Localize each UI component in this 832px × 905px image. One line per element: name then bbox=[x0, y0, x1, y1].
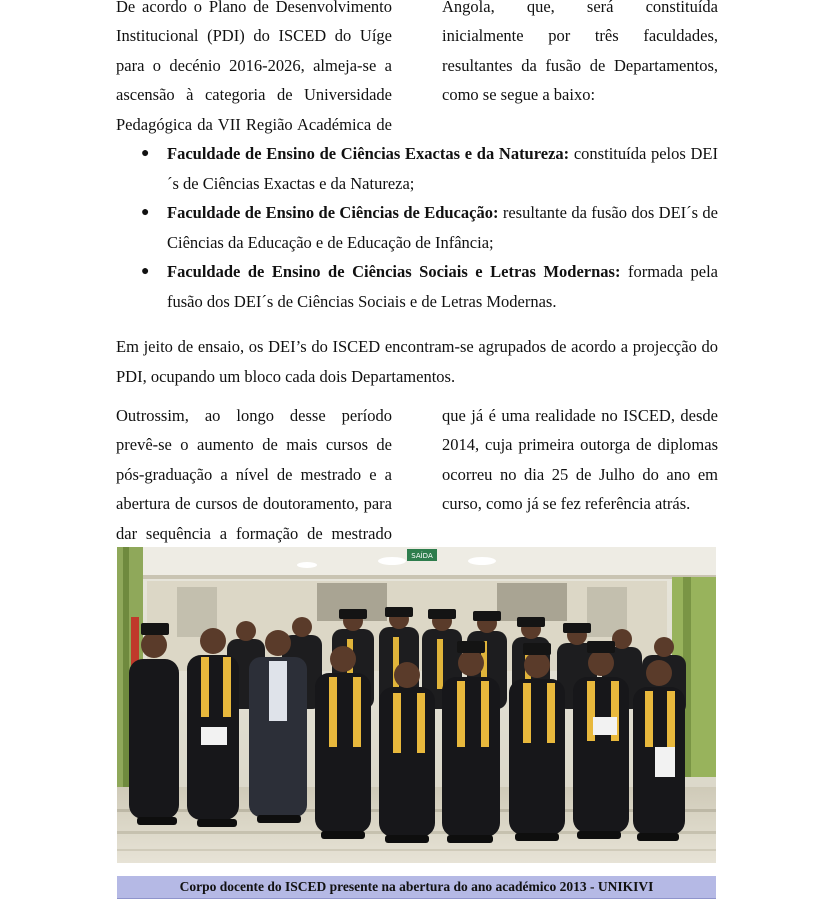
text-line: resultantes da fusão de Departamentos, bbox=[442, 55, 718, 75]
text-line: dar sequência a formação de mestrado bbox=[116, 523, 392, 543]
text-line: ocorreu no dia 25 de Julho do ano em bbox=[442, 464, 718, 484]
list-item bbox=[116, 198, 718, 257]
text-line: que já é uma realidade no ISCED, desde bbox=[442, 406, 718, 425]
text-line: ascensão à categoria de Universidade bbox=[116, 85, 392, 105]
text-line: inicialmente por três faculdades, bbox=[442, 26, 718, 46]
faculty-name: Faculdade de Ensino de Ciências de Educação: bbox=[167, 203, 499, 223]
photo-caption: Corpo docente do ISCED presente na abertura do ano académico 2013 - UNIKIVI bbox=[117, 876, 716, 899]
top-right-column bbox=[442, 0, 718, 139]
top-left-column bbox=[116, 0, 392, 139]
body-paragraph: Em jeito de ensaio, os DEI’s do ISCED encontram-se agrupados de acordo a projecção do PDI, ocupando um bloco cada dois Departamentos. bbox=[116, 337, 718, 386]
bottom-two-column-text bbox=[116, 401, 718, 548]
text-line: curso, como já se fez referência atrás. bbox=[442, 494, 691, 514]
group-photo bbox=[117, 547, 716, 863]
faculty-name: Faculdade de Ensino de Ciências Sociais e Letras Modernas: bbox=[167, 262, 621, 282]
bullet-icon: ● bbox=[141, 146, 150, 161]
text-line: abertura de cursos de doutoramento, para bbox=[116, 494, 392, 514]
faculty-description: constituída pelos DEI´s de Ciências Exactas e da Natureza; bbox=[167, 144, 718, 193]
text-line: pós-graduação a nível de mestrado e a bbox=[116, 464, 392, 484]
text-line: Outrossim, ao longo desse período bbox=[116, 406, 392, 425]
bottom-right-column bbox=[442, 401, 718, 548]
text-line: 2014, cuja primeira outorga de diplomas bbox=[442, 435, 718, 455]
text-line: Pedagógica da VII Região Académica de bbox=[116, 114, 392, 134]
text-line: prevê-se o aumento de mais cursos de bbox=[116, 435, 392, 455]
faculty-description: formada pela fusão dos DEI´s de Ciências Sociais e de Letras Modernas. bbox=[167, 262, 718, 311]
faculty-name: Faculdade de Ensino de Ciências Exactas e da Natureza: bbox=[167, 144, 570, 163]
faculty-list bbox=[116, 139, 718, 317]
text-line: Institucional (PDI) do ISCED do Uíge bbox=[116, 26, 392, 46]
top-two-column-text bbox=[116, 0, 718, 139]
list-item bbox=[116, 139, 718, 198]
bottom-left-column bbox=[116, 401, 392, 548]
bullet-icon: ● bbox=[141, 264, 150, 280]
text-line: De acordo o Plano de Desenvolvimento bbox=[116, 0, 392, 16]
bullet-icon: ● bbox=[141, 205, 150, 221]
exit-sign-text: SAÍDA bbox=[411, 552, 433, 560]
faculty-description: resultante da fusão dos DEI´s de Ciências da Educação e de Educação de Infância; bbox=[167, 203, 718, 252]
text-line: para o decénio 2016-2026, almeja-se a bbox=[116, 55, 392, 75]
list-item bbox=[116, 257, 718, 316]
text-line: Angola, que, será constituída bbox=[442, 0, 718, 16]
text-line: como se segue a baixo: bbox=[442, 85, 596, 105]
